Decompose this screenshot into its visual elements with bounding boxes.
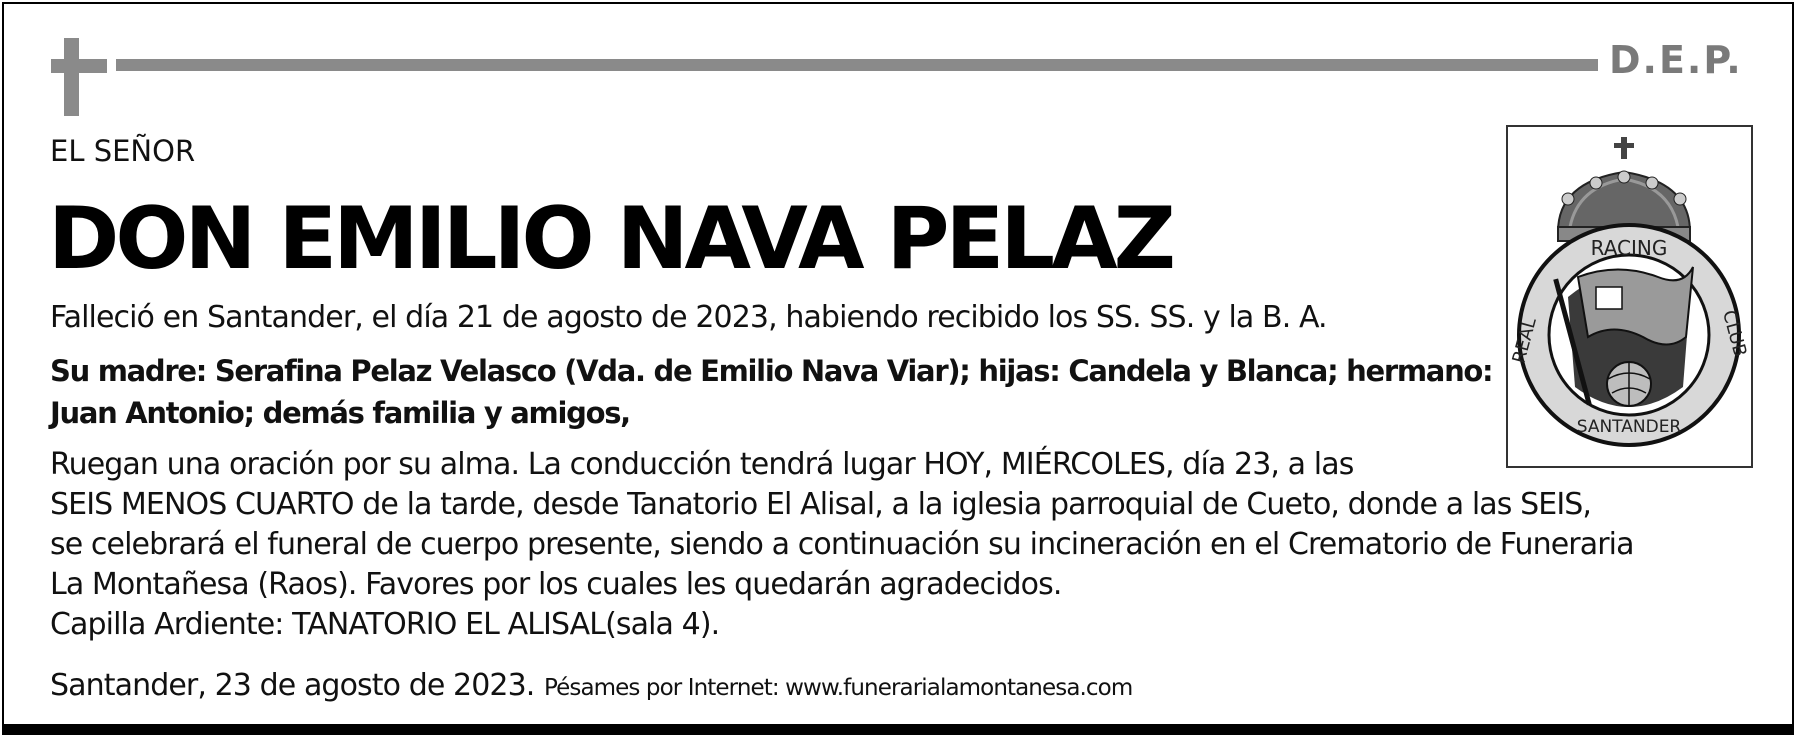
body-line-4: La Montañesa (Raos). Favores por los cuales les quedarán agradecidos. (50, 567, 1062, 602)
body-line-3: se celebrará el funeral de cuerpo presente, siendo a continuación su incineración en el Crematorio de Funeraria (50, 527, 1634, 562)
crest-left-text: REAL (1508, 315, 1541, 366)
club-crest (1506, 125, 1753, 468)
condolences-line: Pésames por Internet: www.funerarialamontanesa.com (543, 675, 1133, 701)
title-prefix: EL SEÑOR (50, 134, 196, 168)
real-racing-club-crest-icon (1508, 127, 1751, 466)
death-line: Falleció en Santander, el día 21 de agosto de 2023, habiendo recibido los SS. SS. y la B. A. (50, 300, 1327, 335)
date-line: Santander, 23 de agosto de 2023. (50, 668, 535, 703)
crest-bottom-text: SANTANDER (1576, 417, 1682, 437)
body-line-1: Ruegan una oración por su alma. La conducción tendrá lugar HOY, MIÉRCOLES, día 23, a las (50, 447, 1354, 482)
chapel-line: Capilla Ardiente: TANATORIO EL ALISAL(sala 4). (50, 607, 720, 642)
family-line-1: Su madre: Serafina Pelaz Velasco (Vda. de Emilio Nava Viar); hijas: Candela y Blanca; hermano: (50, 354, 1493, 388)
body-line-2: SEIS MENOS CUARTO de la tarde, desde Tanatorio El Alisal, a la iglesia parroquial de Cueto, donde a las SEIS, (50, 487, 1592, 522)
crest-right-text: CLUB (1718, 308, 1751, 360)
family-line-2: Juan Antonio; demás familia y amigos, (50, 396, 630, 430)
deceased-name: DON EMILIO NAVA PELAZ (48, 189, 1172, 289)
footer-line (50, 668, 1132, 703)
dep-label: D.E.P. (1609, 38, 1743, 82)
header-rule (116, 59, 1598, 71)
obituary-notice (2, 2, 1794, 735)
crest-top-text: RACING (1590, 236, 1668, 260)
